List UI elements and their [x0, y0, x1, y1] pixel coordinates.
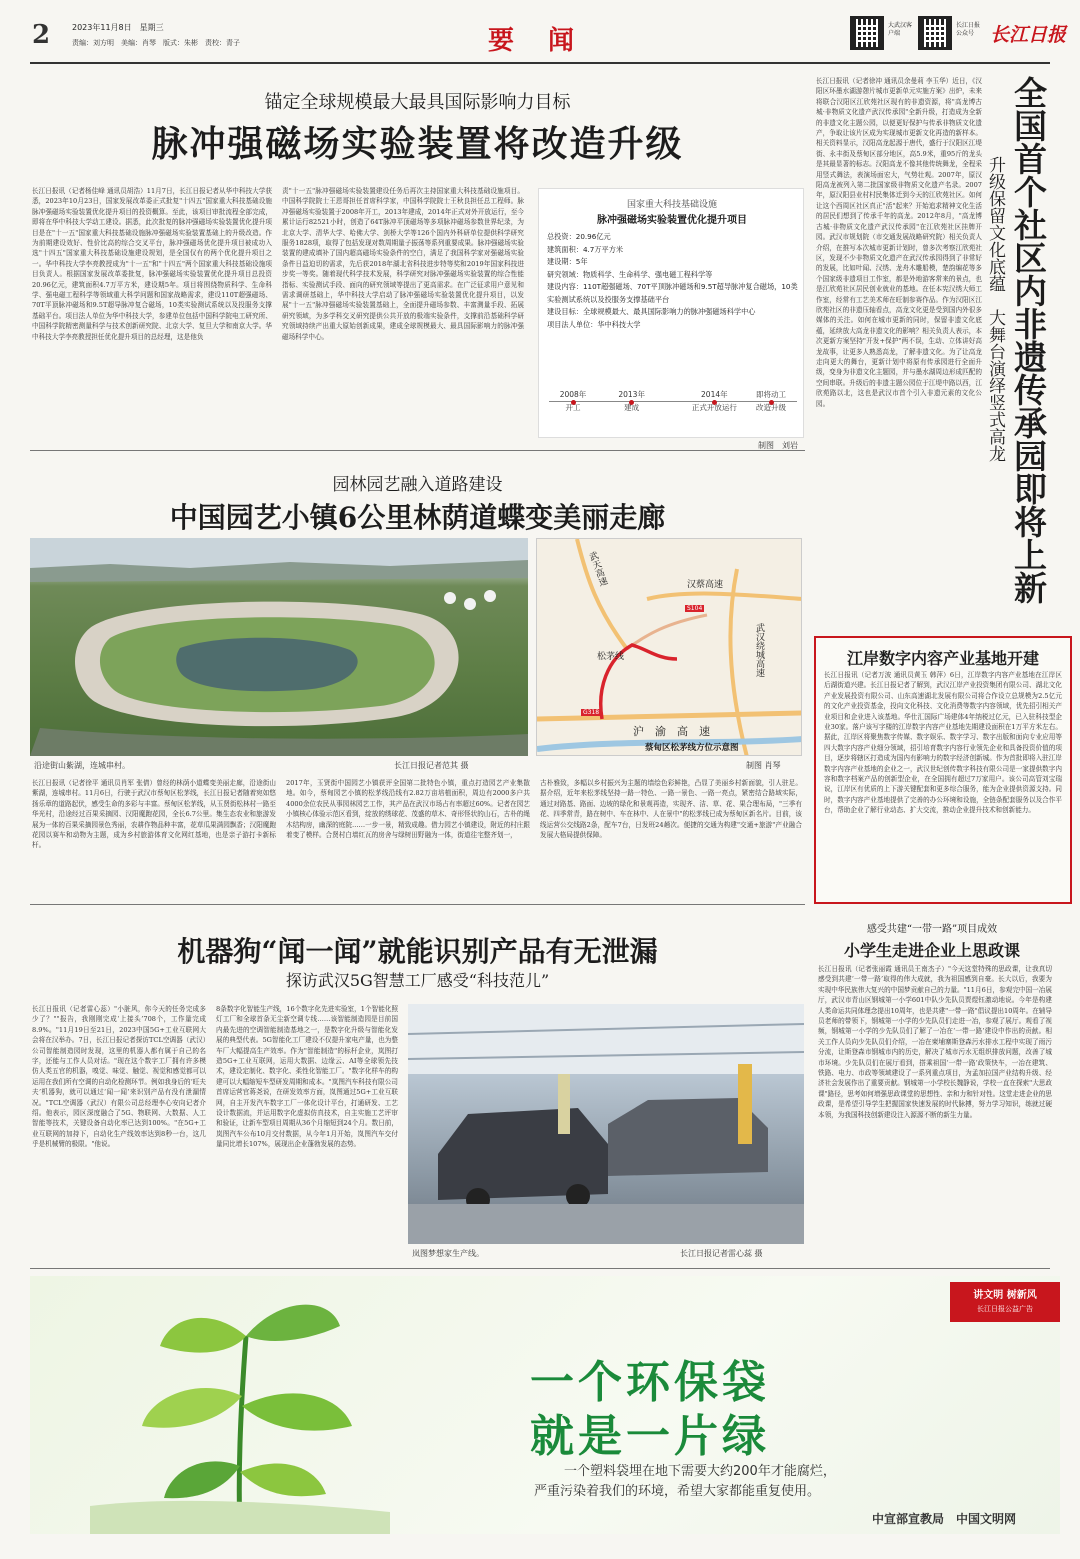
story5-col1: 长江日报讯（记者雷心蕊）"小脏风，你今天的任务完成多少了？""报告，我刚刚完成‘上接头’708个，工作量完成8.9%。"11月19日至21日，2023中国5G+工业互联网大会将在汉举办。7日，长江日报记者探访TCL空调器（武汉）公司智能制造园时发现，这里的机器人都有属于自己的名字，还能与工作人员对话。"现在这个数字工厂拥有许多模仿人类五官的机器，嗅觉、味觉、触觉、视觉和感觉都可以运用在我们所有空调的自动化检测环节。例如我身后的‘旺夫夫’机器狗，就可以通过‘闻一闻’来识别产品有没有泄漏情况。"TCL空调器（武汉）有限公司总经理李心安向记者介绍。他表示，园区深度融合了5G、物联网、大数据、人工智能等技术，关键设备自动化率已达到100%。"在5G+工业互联网的加持下，自动化生产线效率达到8秒一台，这几乎是机械臂的极限。"他说。	[32, 1005, 206, 1149]
timeline-year: 2014年	[701, 390, 728, 399]
story6-kicker: 感受共建“一带一路”项目成效	[866, 924, 998, 935]
story2-kicker: 园林园艺融入道路建设	[332, 475, 503, 495]
story2-headline: 中国园艺小镇6公里林荫道蝶变美丽走廊	[169, 501, 666, 534]
story1-col1: 长江日报讯（记者杨佳峰 通讯员胡浩）11月7日，长江日报记者从华中科技大学获悉，2023年10月23日，国家发展改革委正式批复"十四五"国家重大科技基础设施脉冲强磁场实验装置优化提升项目的投资概算。至此，该项目审批流程全部完成，即将在华中科技大学动工建设。据悉，此次批复的脉冲强磁场实验装置优化提升项目是在"十一五"国家重大科技基础设施脉冲强磁场实验装置基础上的升级改造。作为前期建设效好、性价比高的综合交叉平台，脉冲强磁场优化提升项目被成功入选"十四五"国家重大科技基础设施建设规划，是全国仅有的两个优化提升项目之一。华中科技大学李亮教授成为"十一五"和"十四五"两个国家重大科技基础设施项目负责人。根据国家发展改革委批复，脉冲强磁场实验装置优化提升项目总投资20.96亿元，建筑面积4.7万平方米，建设期5年。项目将围绕物质科学、生命科学、强电磁工程科学等领域重大科学问题和国家战略需求，建设110T超强磁场、70T平顶脉冲磁场和9.5T超导脉冲复合磁场，10类实验测试系统以及投服务支撑基础平台。项目法人单位为华中科技大学，参建单位包括中国科学院电工研究所、中国科学院精密测量科学与技术创新研究院、北京大学、复旦大学和南京大学。华中科技大学李亮教授担任优化提升项目的总经理，这是他负	[32, 187, 272, 341]
factory-drawing	[408, 1004, 804, 1244]
timeline-event: 建成	[624, 403, 640, 412]
story-magnetic-field	[30, 68, 805, 448]
story2-col2: 2017年，玉贤街中国园艺小镇获评全国第二批特色小镇，重点打造园艺产业集散地。如今，蔡甸园艺小镇的松茅线沿线有2.82万亩培植面积，周边有2000多户共4000余位农民从事园林园艺工作，其产品在武汉市场占有率超过60%。记者在园艺小镇核心体验示范区看到，绽放的绣球花、茂盛的草木、奇形怪状的山石，古朴的绳木结构房，幽深的庭院……一步一景，精致成趣。借力园艺小镇建设，附近的村庄跟着变了模样。合贤村白墙红瓦的房舍与绿树田野融为一体，街道往宅整齐划一，	[286, 779, 530, 840]
story5-headline: 机器狗“闻一闻”就能识别产品有无泄漏	[177, 935, 658, 968]
qr1-label: 大武汉客户端	[888, 22, 913, 37]
map-label-0: 武天高速	[586, 550, 608, 588]
infobox-item: 建设期：5年	[547, 257, 588, 266]
infobox-item: 建设内容：110T超强磁场、70T平顶脉冲磁场和9.5T超导脉冲复合磁场，10类实验测试系统以及投服务支撑基础平台	[547, 282, 798, 304]
story-robot-dog	[30, 908, 805, 1264]
story1-col2: 责"十一五"脉冲强磁场实验装置建设任务后再次主持国家重大科技基础设施项目。中国科学院院士王恩哥担任首席科学家，中国科学院院士王秋良担任总工程师。脉冲强磁场实验装置于2008年开工，2013年建成，2014年正式对外开放运行，至今累计运行82521小时，创造了64T脉冲平顶磁场等多项脉冲磁场参数世界纪录，为北京大学、清华大学、哈佛大学、剑桥大学等126个国内外科研单位提供科学研究服务1828项，取得了包括发现对数周期量子振荡等系列重要成果。脉冲强磁场实验装置的建成填补了国内超高磁场实验条件的空白，满足了我国科学家对强磁场实验条件日益迫切的需求，先后获2018年湖北省科技进步特等奖和2019年国家科技进步奖一等奖。随着现代科学技术发展，科学研究对脉冲强磁场实验装置的综合性能指标、实验测试手段、面向的研究领域等提出了更高需求。在广泛征求用户意见和需求调研基础上，华中科技大学启动了脉冲强磁场实验装置优化提升项目，以发展"十一五"脉冲强磁场实验装置基础上，全面提升磁场参数、丰富测量手段、拓展研究领域，为多学科交叉研究提供公共开放的极端实验条件，支撑前沿基础科学研究领域持续产出重大原始创新成果，建成全球规模最大、最具国际影响力的脉冲强磁场科学中心。	[282, 187, 524, 341]
timeline	[543, 389, 801, 429]
rule-bottom	[30, 1268, 1050, 1269]
timeline-event: 改造升级	[756, 403, 786, 412]
ad-badge	[950, 1282, 1060, 1322]
ad-sponsors: 中宣部宣教局 中国文明网	[872, 1512, 1017, 1526]
story5-subtitle: 探访武汉5G智慧工厂感受“科技范儿”	[285, 971, 550, 990]
story6-headline: 小学生走进企业上思政课	[843, 941, 1020, 960]
timeline-item	[543, 389, 603, 413]
story3-body: 长江日报讯（记者徐冲 通讯员余曼莉 李玉华）近日，《汉阳区环墨水湖游憩片城市更新单元实施方案》出炉，未来将联合汉阳区江欣苑社区现有的非遗资源，将"高龙博古城·非物质文化遗产武汉传承园"全新升级，打造成为全新的非遗文化主题公园，以便更好保护与传承非物质文化遗产，争取让该片区成为实现城市更新文化再造的新样本。相关资料显示，汉阳高龙起源于唐代，盛行于汉阳区江堤街、永丰街及蔡甸区部分地区，高5.9米，重95斤的龙头是其最显著的标志。汉阳高龙不像其他传统舞龙，全程采用竖式舞法，表演场面宏大，气势壮观。2007年，原汉阳高龙被列入第二批国家级非物质文化遗产名录。2007年，原汉阳县业村村民集体迁到今天的江欣苑社区。如何让这个西周区社区真正"活"起来？开始追求精神文化生活的居民们想到了传承千年的高龙。2012年8月，"高龙博古城·非物质文化遗产武汉传承园"在江欣苑社区挂牌开园。武汉市规划院（市交通发展战略研究院）相关负责人介绍，在推写本次城市更新计划时，曾多次考察江欣苑社区，发现不少非物质文化遗产在武汉传承园得到了非常好的发展，比如叶闻、汉绣、龙舟木雕船模，楚韵编花等多个国家级非遗项目工作室，都是外地游客常来的景点，也是江欣苑社区居民创业就业的基地。在任本宪汉绣大师工作室，经常有工艺美术师在旺制参赛作品。作为汉阳区江欣苑社区的非遗压轴看点，高龙文化更是受到国内外很多媒体的关注。如何在城市更新的同时，保留非遗文化底蕴，延续放大高龙非遗文化的影响？相关负责人表示，本次更新方案坚持"开发+保护"两不误，生动、立体讲好高龙故事，让更多人熟悉高龙，了解非遗文化。为了让高龙走向更大的舞台，更新计划中将原有传承园进行全面升级，变身为非遗文化主题园，并与墨水湖周边形成匹配的空间串联。升级后的非遗主题公园位于江堤中路以西，江欣苑路以北，这也是武汉市首个引入非遗元素的文化公园。	[816, 77, 982, 408]
rule-story2	[30, 904, 805, 905]
story2-col3: 古朴雅致，多幅以乡村振兴为主题的墙绘色彩鲜艳，凸显了美丽乡村新面貌，引人驻足。据介绍，近年来松茅线坚持一路一特色、一路一景色、一路一亮点，紧密结合路域实际，通过对路基、路面、边坡的绿化和景观再造，实现齐、洁、草、花、果合理布局，"三季有花、四季常青，路在树中、车在林中、人在景中"的松茅线已成为蔡甸区新名片。目前，该线运营公交线路2条，配车7台，日发班24趟次。便捷的交通为构建"交通+旅游"产业融合发展大格局提供保障。	[540, 779, 802, 840]
rule-story1	[30, 450, 805, 451]
ad-badge-bottom: 长江日报公益广告	[977, 1305, 1033, 1313]
factory-caption: 岚图梦想家生产线。	[412, 1249, 484, 1258]
qr-code-account[interactable]	[918, 16, 952, 50]
story6-body: 长江日报讯（记者张丽霞 通讯员王南杰子）"今天这堂特殊的思政课，让我真切感受到共建‘一带一路’取得的伟大成就，我为祖国感到自豪。长大以后，我要为实现中华民族伟大复兴的中国梦贡献自己的力量。"11月6日，参观完中国一冶展厅，武汉市青山区钢城第一小学601中队少先队员贾煜钰激动地说。今年是构建人类命运共同体理念提出10周年，也是共建"一带一路"倡议提出10周年。在辅导员老师的带领下，钢城第一小学的少先队员们走进一冶，参观了展厅。观看了视频，钢城第一小学的少先队员们了解了一冶在‘一带一路’建设中作出的贡献。相关工作人员向少先队员们介绍，一冶在柬埔寨斯登森污水排水工程中实现了雨污分流，让斯登森市钢城市内的历史，解决了城市污水无组织排放问题，改善了城市环境。少先队员们在展厅看到，搭乘祖国‘一带一路’政策快车，一冶在建筑、铁路、电力、市政等领域建设了一系列重点项目，为孟加拉国产业结构升级、经济社会发展作出了重要贡献。钢城第一小学校长魏静说，学校一直在探索"大思政课"路径，思考如何增强思政课堂的思想性、亲和力和针对性。这堂走进企业的思政课，是希望引导学生把握国家快速发展的时代脉搏，努力学习知识，练就过硬本领，为我国科技创新建设注入源源不断的新生力量。	[818, 965, 1052, 1119]
story-digital-base	[814, 636, 1072, 904]
factory-credit: 长江日报记者雷心蕊 摄	[680, 1249, 763, 1258]
infobox-item: 总投资：20.96亿元	[547, 232, 611, 241]
timeline-event: 开工	[565, 403, 581, 412]
map-credit: 制图 肖琴	[746, 761, 781, 770]
photo-caption: 沿途街山紫湖，连城串村。	[34, 761, 130, 770]
map-label-6: G318	[583, 709, 600, 716]
story-heritage-park	[812, 68, 1052, 628]
timeline-item	[741, 389, 801, 413]
story3-subtitle: 升级保留文化底蕴 大舞台演绎竖式高龙	[985, 156, 1005, 462]
qr2-label: 长江日报公众号	[956, 22, 981, 37]
infobox-title: 脉冲强磁场实验装置优化提升项目	[597, 215, 747, 226]
editors-line: 责编：刘方明 美编：肖琴 版式：朱彬 责校：青子	[72, 39, 240, 47]
infobox-item: 项目法人单位：华中科技大学	[547, 319, 641, 329]
aerial-drawing	[30, 538, 528, 756]
public-service-ad	[30, 1276, 1060, 1534]
ad-badge-top: 讲文明 树新风	[973, 1290, 1037, 1301]
timeline-year: 2013年	[618, 390, 645, 399]
project-infobox	[538, 188, 804, 438]
section-title: 要 闻	[488, 26, 579, 56]
ad-line1: 一个环保袋	[530, 1357, 770, 1408]
qr-code-client[interactable]	[850, 16, 884, 50]
story4-body: 长江日报讯（记者万波 通讯员黄玉 韩萍）6日，江岸数字内容产业基地在江岸区后湖街道兴建。长江日报记者了解到，武汉江岸产业投资集团有限公司、湖北文化产业发展投资有限公司、山东高速湖北发展有限公司将合作设立总规模为2.5亿元的文化产业投资基金，投向文化科技、文化消费等数字内容领域，优先招引相关产业项目和企业进入该基地。华仕汇国际广场建体4年纳税过亿元，已入驻科技型企业30家。落户该写字楼的江岸数字内容产业基地先期建设面积在1万平方米左右。据此，江岸区将聚焦数字传媒、数字娱乐、数字学习、数字出版和面向专业应用等四大数字内容产业细分领域，招引培育数字内容行业领先企业和具备投资价值的项目，逐步将辖区打造成为国内有影响力的数字经济创新城。作为首批即将入驻江岸数字内容产业基地的企业之一，武汉世纪创传数字科技有限公司是一家提供数字内容和数字档案产品的创新型企业，在全国拥有超过7万家用户。该公司高管刘宝瑞说，江岸区有优质的上下游关键配套和更多综合服务，能为企业提供资源支持。同时，数字内容产业基地提供了完善的办公环境和设施，全链条配套服务以及合作平台，帮助企业了解行业动态、扩大交流，推动企业提升技术和创新能力。	[824, 671, 1062, 815]
timeline-event: 正式开放运行	[691, 403, 737, 412]
masthead	[0, 0, 1080, 60]
map-title: 蔡甸区松茅线方位示意图	[645, 743, 739, 753]
map-label-3: 松茅线	[597, 652, 625, 662]
map-label-4: 沪 渝 高 速	[633, 725, 710, 738]
plant-illustration	[90, 1276, 390, 1534]
masthead-rule	[30, 62, 1050, 64]
infobox-item: 建筑面积：4.7万平方米	[547, 244, 624, 254]
story3-headline: 全国首个社区内非遗传承园即将上新	[1009, 76, 1048, 604]
infobox-item: 建设目标：全球规模最大、最具国际影响力的脉冲强磁场科学中心	[547, 307, 756, 316]
ad-body1: 一个塑料袋埋在地下需要大约200年才能腐烂，	[564, 1464, 836, 1479]
timeline-item	[602, 389, 662, 413]
story5-col2: 8条数字化智能生产线，16个数字化先进实验室，1个智能化照灯工厂和全球首条无尘新空调专线……该智能制造园是目前国内最先进的空调智能制造基地之一，是数字化升级与智能化发展的典型代表。5G智能化工厂建设不仅提升家电产量，也为整车厂大幅提高生产效率。作为"智能制造"的标杆企业，岚图打造5G+工业互联网，运用大数据、边缘云、AI等全球领先技术，建设定制化、数字化、柔性化智能工厂。"数字化样车的构建可以大幅缩短车型研发周期和成本。"岚图汽车科技有限公司首席运营官蒋尧说，在研发效率方面，岚图通过5G+工业互联网，自主开发汽车数字工厂一体化设计平台，打通研发、工艺设计数据流，并运用数字化虚拟仿真技术，自主实施工艺评审和验证，让新车型项目周期从36个月缩短到24个月。数日前，岚图汽车公布10月交付数据，从今年1月开始，岚图汽车交付量同比增长107%，展现出企业蓬勃发展的态势。	[216, 1005, 398, 1149]
timeline-year: 2008年	[559, 390, 587, 399]
timeline-year: 即将动工	[756, 390, 786, 399]
infobox-item: 研究领域：物质科学、生命科学、强电磁工程科学等	[547, 269, 713, 279]
story2-col1: 长江日报讯（记者徐平 通讯员肖军 张倩）曾经的林荫小道蝶变美丽走廊，沿途街山紫湖，连城串村。11月6日，行驶于武汉市蔡甸区松茅线，长江日报记者随着宛如悠扬乐章的道路起伏，感受生命的多彩与丰富。蔡甸区松茅线，从玉贤街松林村一路至华光村，沿途经过百果采摘园、汉阳魔跑花园，全长6.7公里。集生态农业和旅游发展为一体的百果采摘园景色秀丽，农耕作物品种丰富，花草瓜果满园飘香；汉阳魔跑花园以赛车和动物为主题，成为乡村旅游体育文化网红基地，也是亲子游打卡新标杆。	[32, 779, 276, 850]
page-number: 2	[32, 20, 51, 50]
infobox-credit: 制图 刘岩	[758, 441, 798, 450]
issue-date: 2023年11月8日 星期三	[72, 23, 164, 32]
infobox-items	[547, 231, 799, 331]
map-label-2: 武汉绕城高速	[754, 623, 764, 677]
map-label-1: 汉蔡高速	[687, 580, 724, 590]
photo-credit: 长江日报记者范其 摄	[394, 761, 469, 770]
map-label-5: S104	[687, 605, 703, 612]
story1-headline: 脉冲强磁场实验装置将改造升级	[151, 123, 684, 165]
newspaper-logo: 长江日报	[990, 24, 1067, 46]
story4-headline: 江岸数字内容产业基地开建	[846, 649, 1039, 668]
aerial-photo	[30, 538, 528, 756]
route-map	[536, 538, 802, 756]
ad-line2: 就是一片绿	[530, 1411, 770, 1462]
story-garden-town	[30, 452, 805, 900]
ad-body2: 严重污染着我们的环境，希望大家都能重复使用。	[534, 1484, 821, 1499]
timeline-item	[684, 389, 744, 413]
infobox-kicker: 国家重大科技基础设施	[626, 200, 717, 210]
story-school-visit	[812, 908, 1062, 1264]
story1-kicker: 锚定全球规模最大最具国际影响力目标	[264, 92, 571, 113]
factory-photo	[408, 1004, 804, 1244]
